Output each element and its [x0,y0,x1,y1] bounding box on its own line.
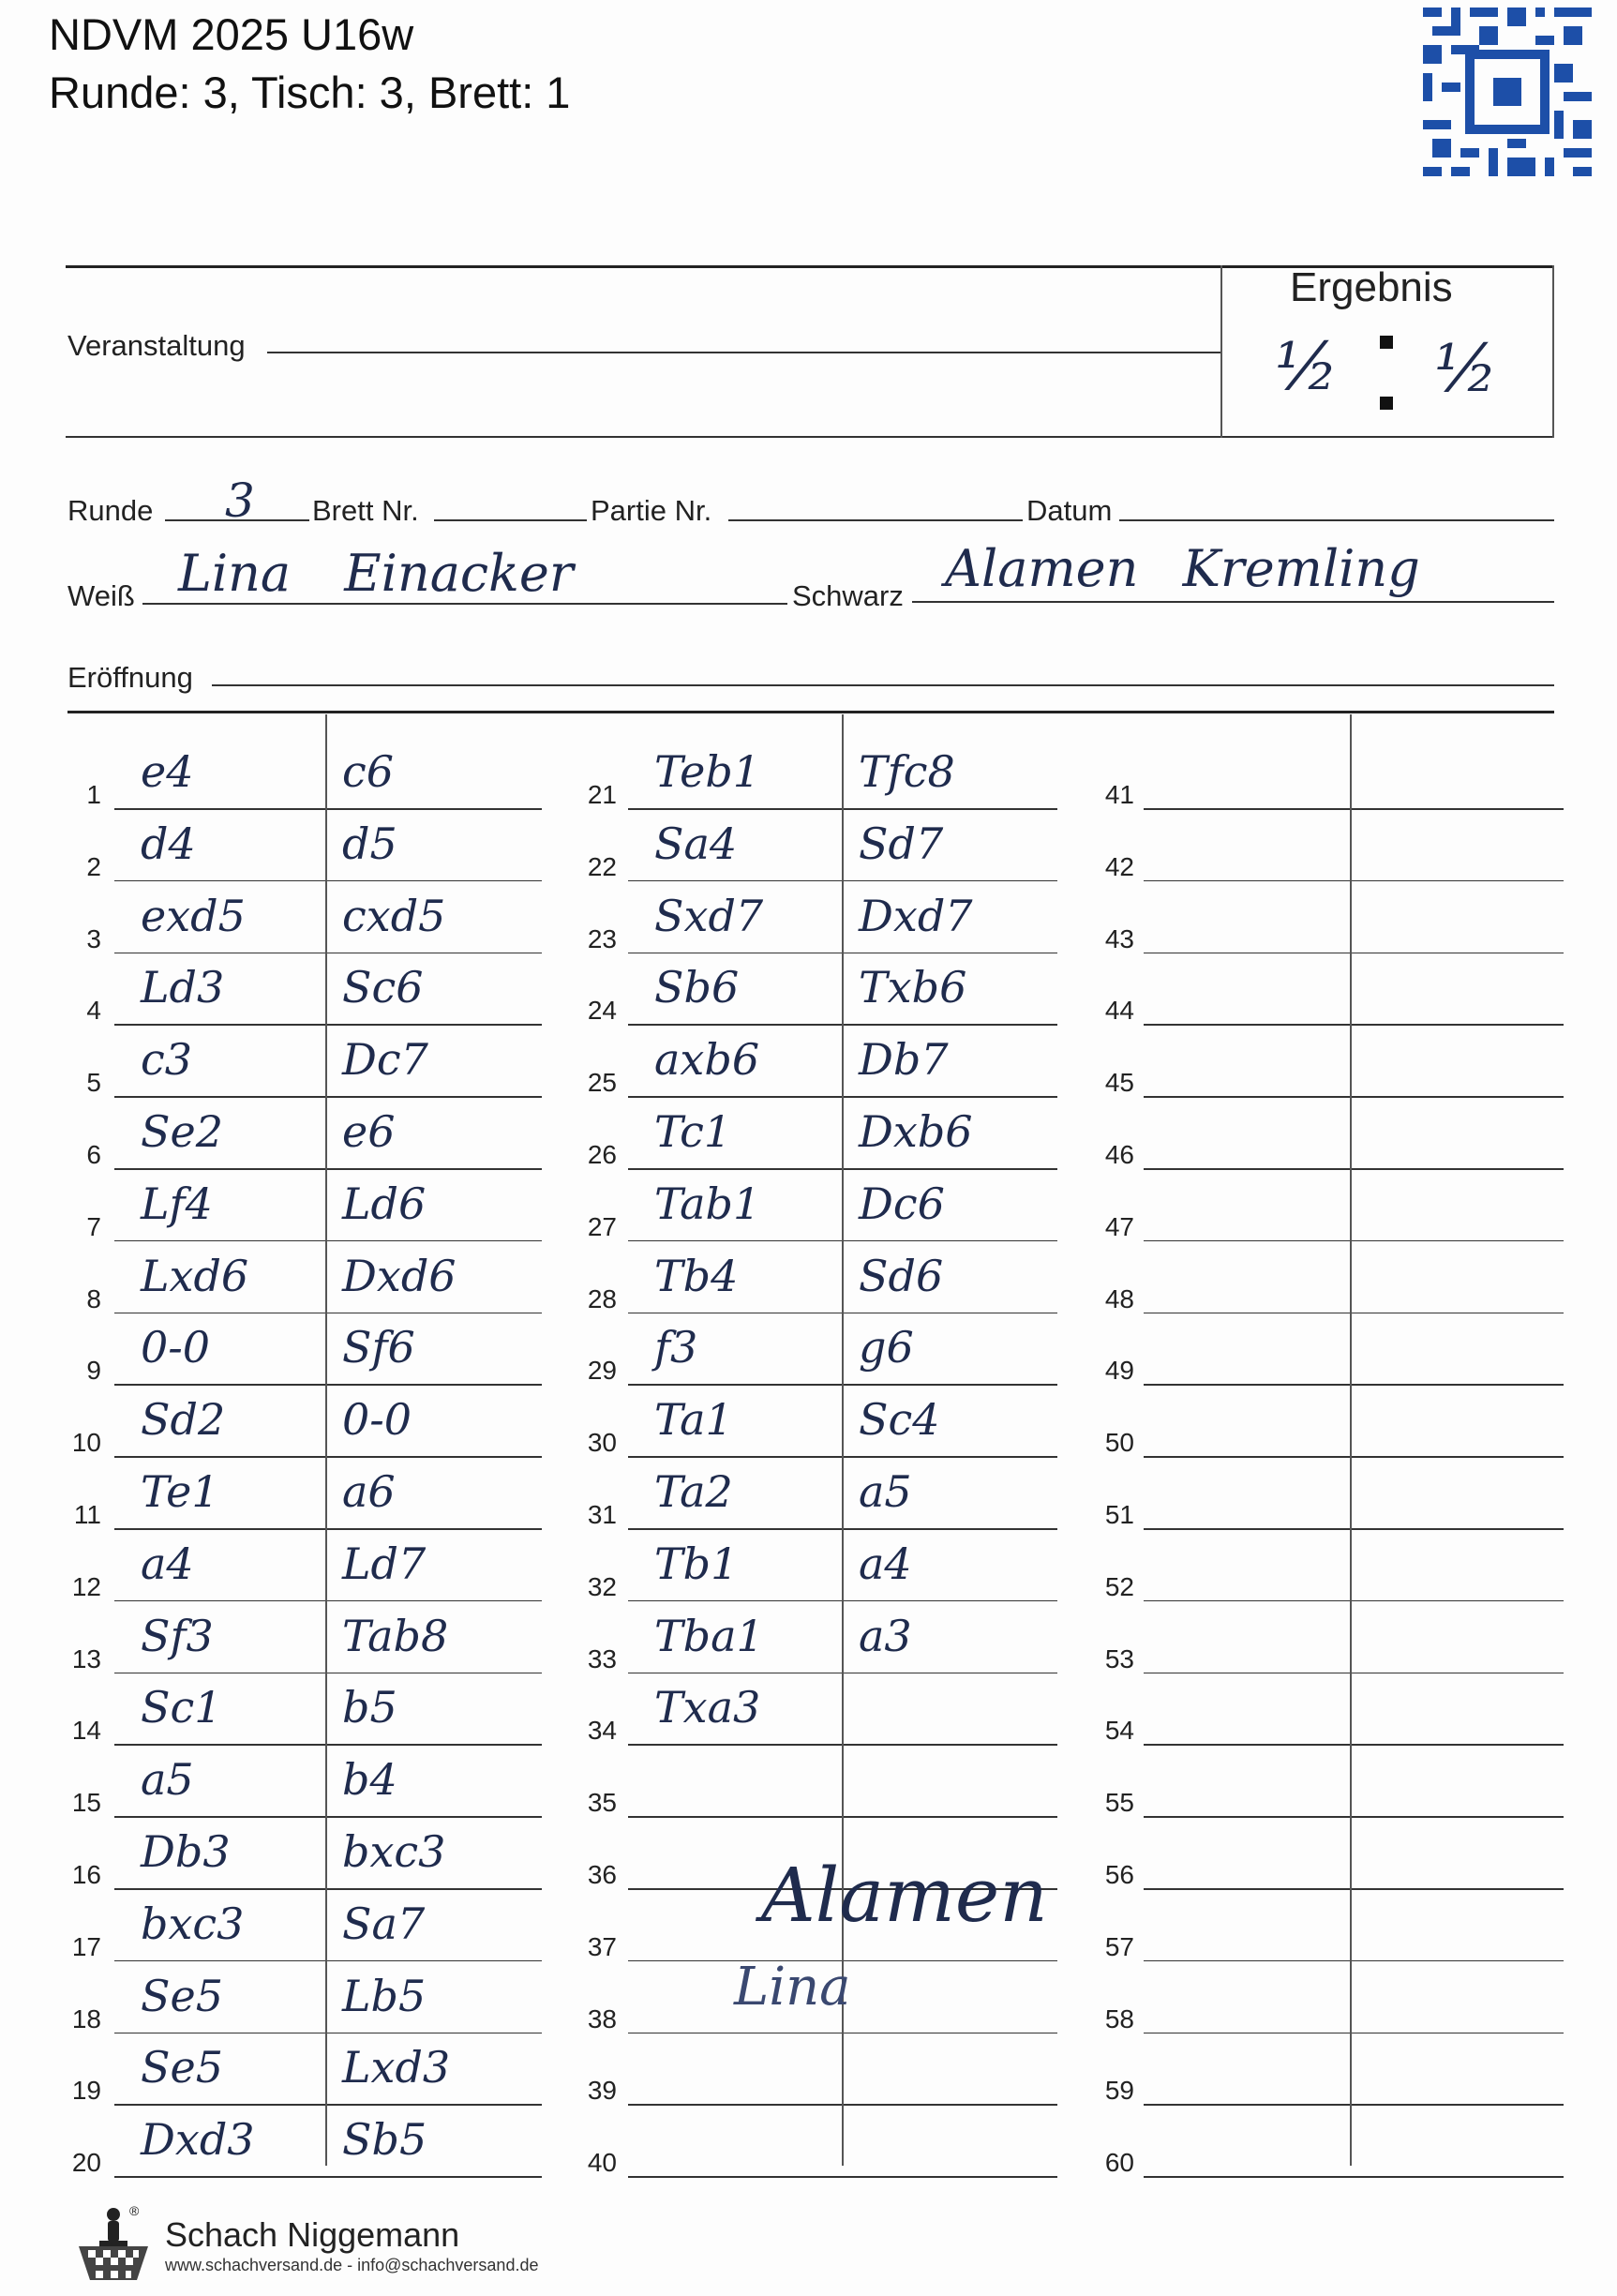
move-number: 25 [587,1068,617,1098]
move-number: 4 [86,996,101,1026]
result-black[interactable]: ½ [1434,330,1498,407]
round-label: Runde [67,494,154,527]
move-number: 10 [71,1428,101,1458]
black-move[interactable]: cxd5 [342,890,446,941]
move-number: 42 [1104,851,1134,881]
black-move[interactable]: Sd7 [859,818,944,869]
white-move[interactable]: Ld3 [141,962,225,1013]
black-move[interactable]: Dc6 [859,1178,945,1229]
black-move[interactable]: a4 [859,1538,912,1589]
white-label: Weiß [67,579,135,612]
move-row-line [1144,1384,1564,1386]
white-move[interactable]: Ta2 [654,1466,733,1517]
move-row-line [1144,1240,1564,1242]
move-number: 60 [1104,2148,1134,2178]
black-move[interactable]: b4 [342,1754,397,1806]
black-move[interactable]: d5 [342,818,397,869]
white-move[interactable]: c3 [141,1034,193,1086]
move-number: 56 [1104,1860,1134,1889]
white-move[interactable]: Db3 [141,1826,231,1877]
move-number: 53 [1104,1643,1134,1673]
header-line-1: NDVM 2025 U16w [49,9,414,59]
white-move[interactable]: Se2 [141,1106,224,1157]
move-number: 33 [587,1643,617,1673]
move-row-line [114,1600,542,1602]
event-line[interactable] [267,352,1220,353]
white-move[interactable]: axb6 [654,1034,760,1086]
black-move[interactable]: a6 [342,1466,396,1517]
white-move[interactable]: Se5 [141,2042,224,2093]
white-move[interactable]: Teb1 [654,746,761,797]
move-row-line [1144,880,1564,882]
move-number: 2 [86,851,101,881]
white-move[interactable]: Sxd7 [654,890,764,941]
move-number: 45 [1104,1068,1134,1098]
move-column-divider [325,714,327,2166]
move-number: 22 [587,851,617,881]
move-number: 31 [587,1500,617,1529]
black-move[interactable]: Dxd6 [342,1250,457,1301]
move-number: 36 [587,1860,617,1889]
move-number: 48 [1104,1283,1134,1313]
white-move[interactable]: Sf3 [141,1610,214,1661]
move-row-line [114,1816,542,1818]
move-row-line [1144,2033,1564,2034]
move-row-line [114,2176,542,2178]
black-line[interactable] [912,601,1554,603]
white-move[interactable]: Tba1 [654,1610,764,1661]
white-move[interactable]: a5 [141,1754,194,1806]
white-move[interactable]: Tb4 [654,1250,739,1301]
move-number: 7 [86,1211,101,1241]
white-move[interactable]: Te1 [141,1466,219,1517]
move-row-line [1144,2176,1564,2178]
move-column-divider [1350,714,1352,2166]
moves-top-rule [67,711,1554,713]
white-move[interactable]: f3 [654,1322,698,1373]
move-number: 24 [587,996,617,1026]
result-colon-bottom [1380,397,1393,410]
move-number: 50 [1104,1428,1134,1458]
event-label: Veranstaltung [67,329,246,362]
move-row-line [1144,1960,1564,1962]
move-number: 44 [1104,996,1134,1026]
white-move[interactable]: Tc1 [654,1106,732,1157]
move-number: 59 [1104,2076,1134,2106]
white-move[interactable]: a4 [141,1538,194,1589]
black-move[interactable]: Ld6 [342,1178,427,1229]
white-move[interactable]: Se5 [141,1970,224,2021]
move-number: 30 [587,1428,617,1458]
move-number: 41 [1104,780,1134,809]
move-row-line [1144,2104,1564,2106]
form-event-bottom-rule [66,436,1554,438]
move-number: 26 [587,1140,617,1169]
move-number: 20 [71,2148,101,2178]
black-move[interactable]: Dxb6 [859,1106,973,1157]
black-move[interactable]: Sc4 [859,1394,940,1446]
move-row-line [114,2033,542,2034]
move-number: 49 [1104,1356,1134,1386]
white-move[interactable]: Tab1 [654,1178,761,1229]
move-number: 43 [1104,923,1134,953]
move-number: 11 [73,1500,101,1529]
move-number: 15 [71,1788,101,1818]
white-move[interactable]: Dxd3 [141,2114,255,2166]
move-number: 16 [71,1860,101,1889]
move-number: 28 [587,1283,617,1313]
move-row-line [114,880,542,882]
move-row-line [114,1096,542,1098]
move-number: 40 [587,2148,617,2178]
move-row-line [1144,1456,1564,1458]
move-row-line [114,1024,542,1026]
white-move[interactable]: Sc1 [141,1682,222,1733]
move-number: 47 [1104,1211,1134,1241]
move-number: 54 [1104,1716,1134,1746]
move-row-line [114,1744,542,1746]
black-move[interactable]: Sc6 [342,962,424,1013]
white-move[interactable]: Sd2 [141,1394,226,1446]
white-move[interactable]: Lxd6 [141,1250,249,1301]
header-line-2: Runde: 3, Tisch: 3, Brett: 1 [49,68,571,117]
black-move[interactable]: Lxd3 [342,2042,451,2093]
move-number: 12 [71,1571,101,1601]
white-move[interactable]: 0-0 [141,1322,211,1373]
black-move[interactable]: Dxd7 [859,890,973,941]
black-move[interactable]: a5 [859,1466,912,1517]
move-row-line [114,1313,542,1314]
move-number: 57 [1104,1931,1134,1961]
move-row-line [1144,1313,1564,1314]
move-row-line [1144,1024,1564,1026]
result-colon-top [1380,336,1393,349]
white-move[interactable]: Txa3 [654,1682,761,1733]
move-number: 17 [71,1931,101,1961]
move-row-line [1144,1888,1564,1890]
black-move[interactable]: Sd6 [859,1250,944,1301]
opening-line[interactable] [212,684,1554,686]
black-player-name: Alamen Kremling [945,539,1420,598]
result-white[interactable]: ½ [1275,328,1339,405]
move-row-line [114,2104,542,2106]
board-label: Brett Nr. [312,494,419,527]
move-row-line [1144,808,1564,810]
move-row-line [1144,1600,1564,1602]
result-box-left-border [1220,265,1222,438]
move-number: 23 [587,923,617,953]
move-row-line [1144,1528,1564,1530]
black-move[interactable]: e6 [342,1106,396,1157]
move-row-line [1144,953,1564,954]
move-number: 38 [587,2003,617,2033]
black-move[interactable]: Dc7 [342,1034,428,1086]
black-move[interactable]: Tfc8 [859,746,955,797]
move-row-line [114,1528,542,1530]
black-move[interactable]: 0-0 [342,1394,412,1446]
move-row-line [1144,1673,1564,1674]
move-number: 6 [86,1140,101,1169]
move-number: 58 [1104,2003,1134,2033]
move-number: 51 [1104,1500,1134,1529]
white-move[interactable]: Lf4 [141,1178,213,1229]
date-line[interactable] [1119,519,1554,521]
white-move[interactable]: Sb6 [654,962,740,1013]
move-row-line [114,1240,542,1242]
footer-contact[interactable]: www.schachversand.de - info@schachversand.de [165,2256,539,2274]
move-number: 21 [587,780,617,809]
move-row-line [114,1888,542,1890]
black-move[interactable]: bxc3 [342,1826,446,1877]
move-number: 1 [86,780,101,809]
move-column-divider [842,714,844,2166]
move-row-line [1144,1168,1564,1170]
move-row-line [114,1960,542,1962]
black-move[interactable]: Lb5 [342,1970,427,2021]
white-player-name: Lina Einacker [178,544,574,603]
black-label: Schwarz [792,579,904,612]
white-move[interactable]: d4 [141,818,196,869]
move-number: 32 [587,1571,617,1601]
move-number: 29 [587,1356,617,1386]
black-move[interactable]: Ld7 [342,1538,427,1589]
move-row-line [114,1168,542,1170]
white-move[interactable]: exd5 [141,890,246,941]
move-number: 19 [71,2076,101,2106]
black-move[interactable]: g6 [859,1322,914,1373]
registered-mark: ® [129,2203,140,2218]
black-signature: Alamen [761,1852,1048,1939]
move-row-line [628,2176,1057,2178]
move-number: 37 [587,1931,617,1961]
move-number: 8 [86,1283,101,1313]
white-move[interactable]: Sa4 [654,818,738,869]
move-row-line [114,1673,542,1674]
white-line[interactable] [142,603,787,605]
move-row-line [114,808,542,810]
move-row-line [1144,1096,1564,1098]
move-row-line [1144,1816,1564,1818]
white-move[interactable]: e4 [141,746,194,797]
game-label: Partie Nr. [591,494,712,527]
move-number: 52 [1104,1571,1134,1601]
move-number: 13 [71,1643,101,1673]
black-move[interactable]: b5 [342,1682,397,1733]
move-row-line [1144,1744,1564,1746]
white-move[interactable]: Ta1 [654,1394,733,1446]
black-move[interactable]: a3 [859,1610,912,1661]
move-row-line [114,1456,542,1458]
move-row-line [114,1384,542,1386]
round-value: 3 [225,473,255,528]
move-number: 35 [587,1788,617,1818]
result-box-right-border [1552,265,1554,438]
move-number: 27 [587,1211,617,1241]
move-number: 3 [86,923,101,953]
white-move[interactable]: Tb1 [654,1538,739,1589]
opening-label: Eröffnung [67,661,193,694]
white-signature: Lina [734,1957,851,2018]
black-move[interactable]: Db7 [859,1034,949,1086]
move-row-line [114,953,542,954]
move-number: 9 [86,1356,101,1386]
white-move[interactable]: bxc3 [141,1898,245,1949]
black-move[interactable]: Tab8 [342,1610,449,1661]
black-move[interactable]: Txb6 [859,962,967,1013]
black-move[interactable]: c6 [342,746,395,797]
move-number: 39 [587,2076,617,2106]
date-label: Datum [1026,494,1113,527]
move-number: 5 [86,1068,101,1098]
black-move[interactable]: Sb5 [342,2114,427,2166]
move-number: 18 [71,2003,101,2033]
qr-code-icon [1423,8,1592,176]
black-move[interactable]: Sf6 [342,1322,415,1373]
move-number: 14 [71,1716,101,1746]
move-number: 55 [1104,1788,1134,1818]
move-number: 34 [587,1716,617,1746]
board-line[interactable] [434,519,587,521]
black-move[interactable]: Sa7 [342,1898,426,1949]
move-number: 46 [1104,1140,1134,1169]
footer-brand: Schach Niggemann [165,2215,460,2254]
game-line[interactable] [728,519,1023,521]
result-label: Ergebnis [1290,264,1453,310]
